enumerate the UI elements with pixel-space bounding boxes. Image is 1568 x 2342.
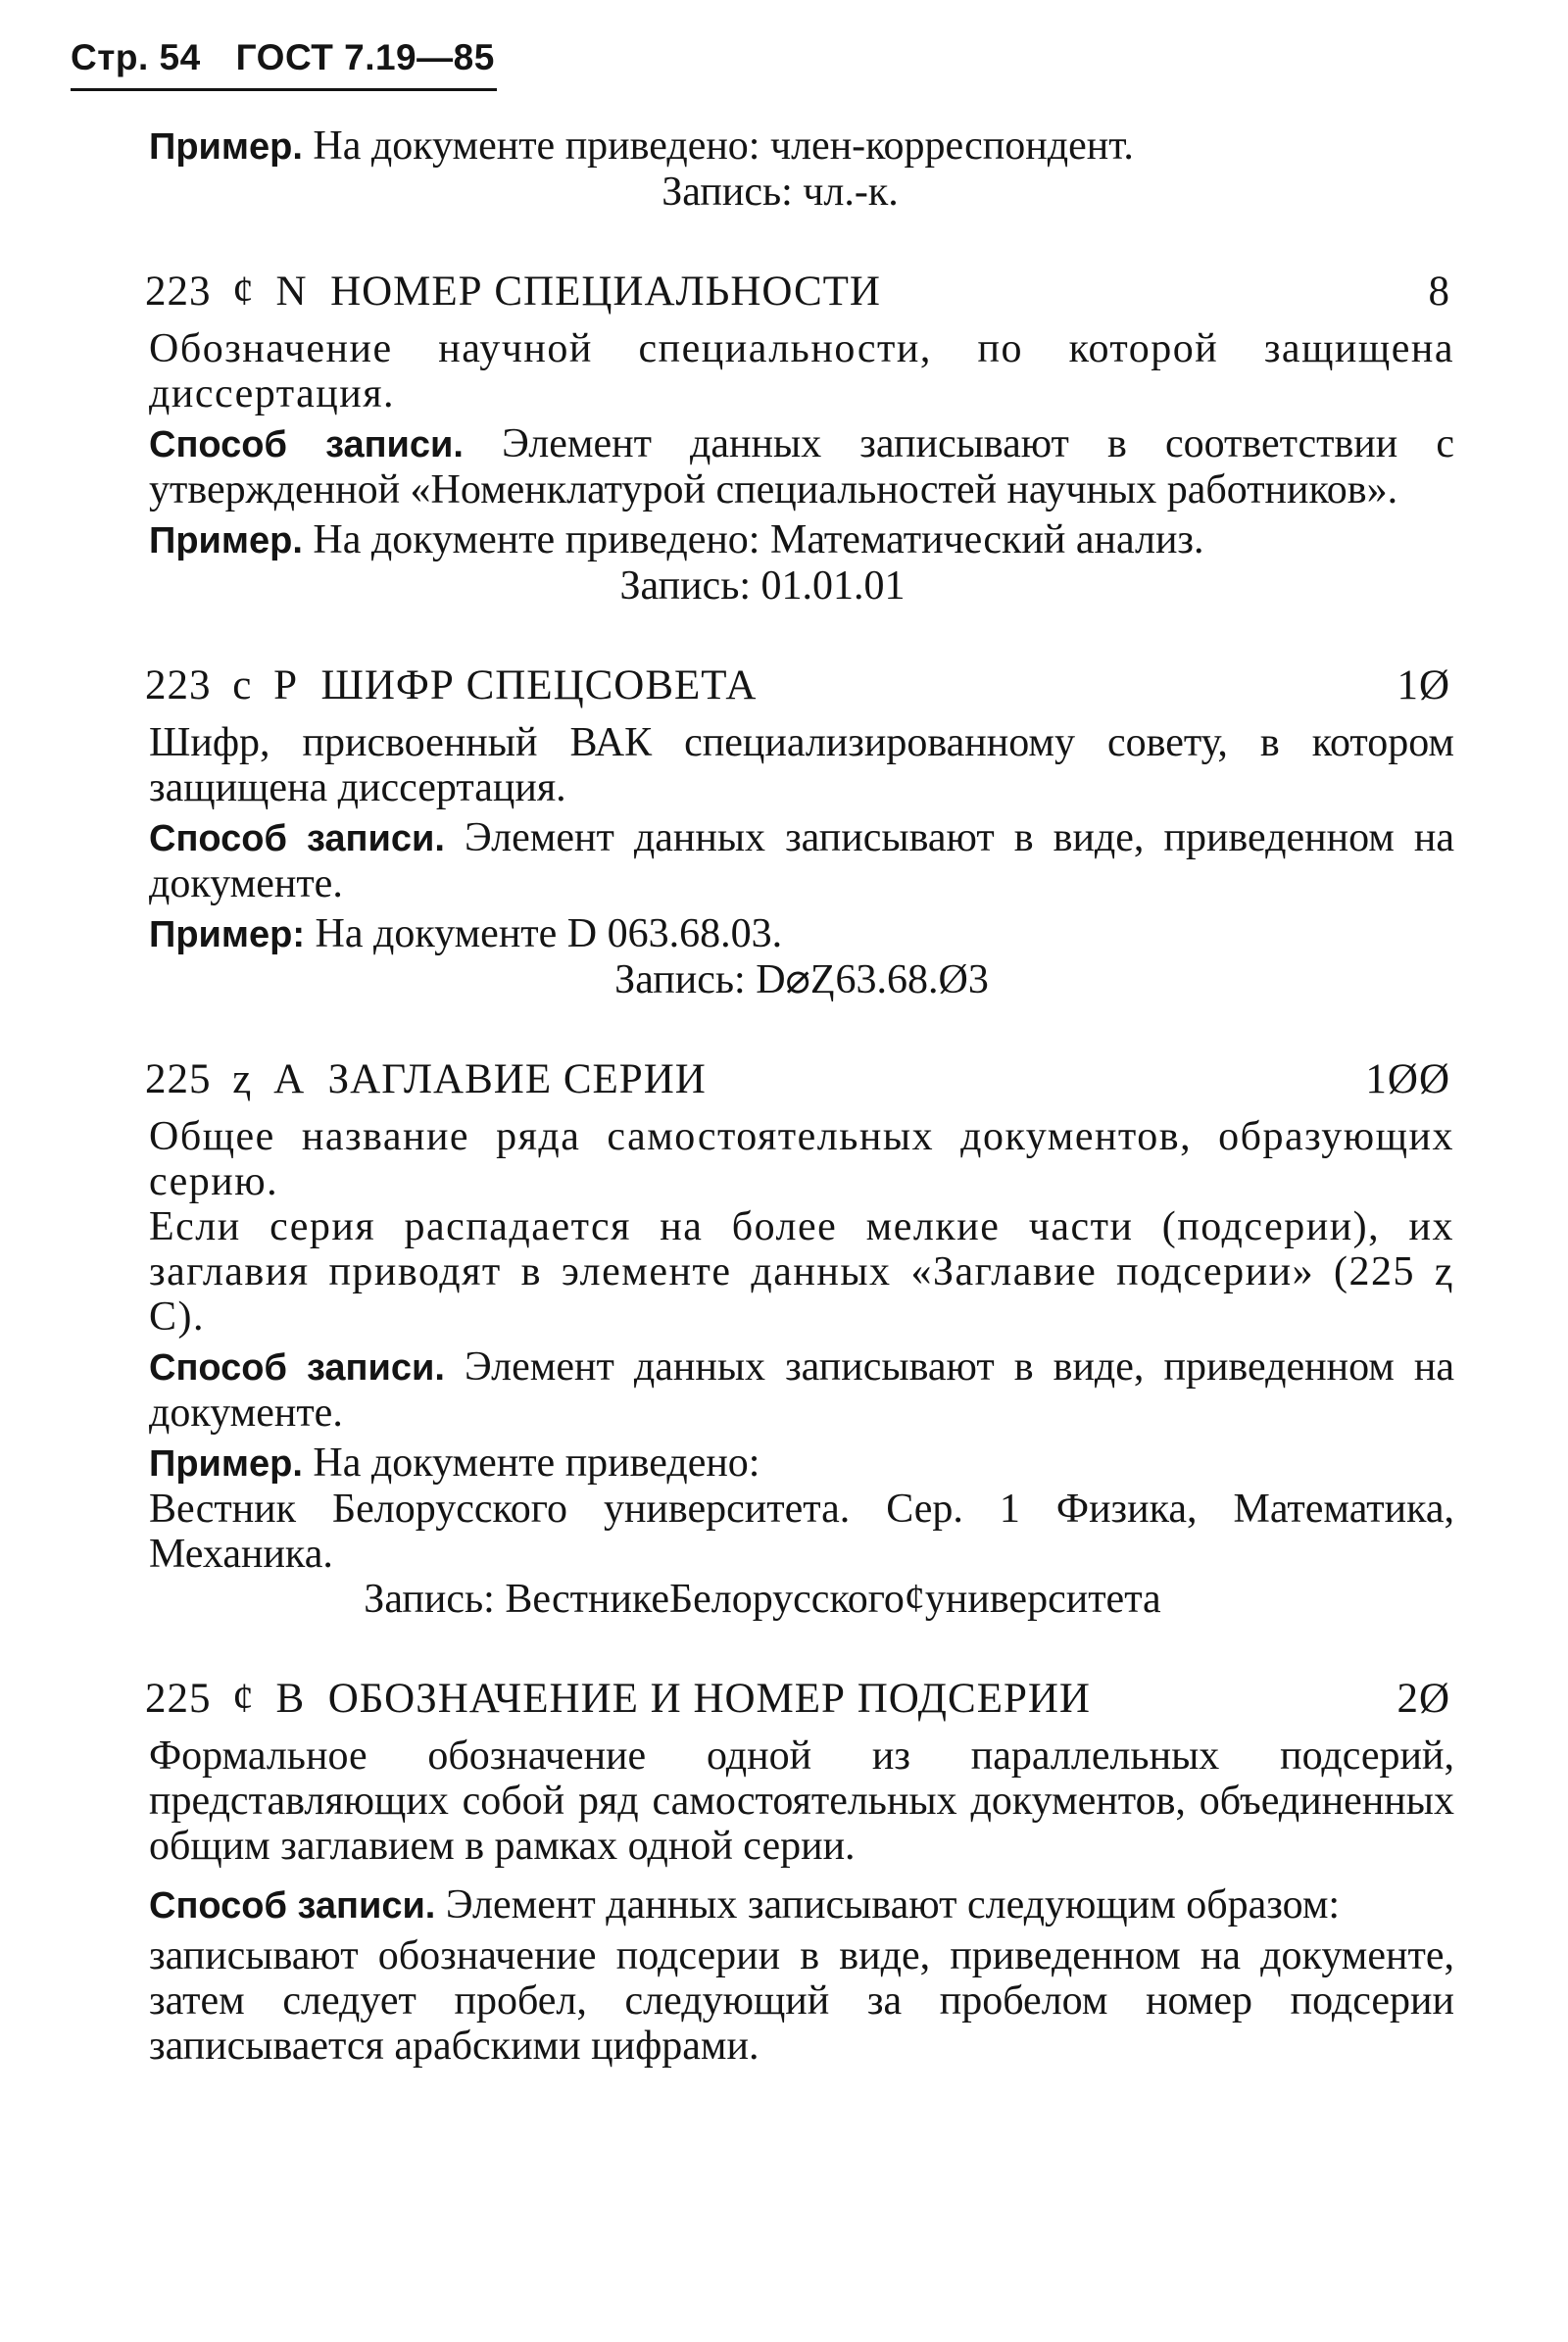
intro-example [71,123,1454,170]
example-label: Пример. [149,1443,303,1485]
section-definition: Общее название ряда самостоятельных документов, образующих серию. [149,1114,1454,1204]
page-content [71,123,1454,2069]
field-length: 2Ø [1396,1676,1450,1722]
field-length: 8 [1428,268,1450,315]
section-code: 223 ȼ N [145,268,308,315]
section-heading-223-p [71,661,1454,710]
header-text [71,37,502,78]
example-label: Пример. [149,126,303,168]
section-title: ЗАГЛАВИЕ СЕРИИ [327,1056,707,1102]
section-code: 225 ⱬ А [145,1056,306,1102]
section-method [71,421,1454,512]
section-heading-223-n [71,268,1454,317]
section-definition: Шифр, присвоенный ВАК специализированному совету, в котором защищена диссертация. [149,720,1454,810]
example-label: Пример: [149,914,305,955]
section-record: Запись: 01.01.01 [619,563,906,609]
section-example-text: Вестник Белорусского университета. Сер. 1 Физика, Математика, Механика. [149,1487,1454,1577]
section-code: 223 с Р [145,662,298,708]
page-header [71,37,502,94]
section-title: ОБОЗНАЧЕНИЕ И НОМЕР ПОДСЕРИИ [327,1676,1091,1722]
section-definition: Формальное обозначение одной из параллельных подсерий, представляющих собой ряд самостоятельных документов, объединенных общим заглавием в рамках одной серии. [149,1733,1454,1869]
section-example [71,1440,1454,1487]
section-paragraph: записывают обозначение подсерии в виде, приведенном на документе, затем следует пробел, следующий за пробелом номер подсерии записывается арабскими цифрами. [149,1933,1454,2069]
intro-record: Запись: чл.-к. [662,170,899,215]
section-example [71,517,1454,563]
example-text: На документе приведено: Математический анализ. [313,517,1204,562]
example-text: На документе приведено: [313,1440,760,1486]
header-rule [71,88,497,91]
method-text: Элемент данных записывают в виде, приведенном на документе. [149,1344,1455,1436]
section-title: ШИФР СПЕЦСОВЕТА [320,662,758,708]
section-record: Запись: ВестникеБелорусскогоȼуниверситета [364,1577,1161,1622]
method-text: Элемент данных записывают в виде, приведенном на документе. [149,815,1455,906]
field-length: 1ØØ [1365,1056,1450,1102]
section-method [71,1344,1454,1436]
method-label: Способ записи. [149,1885,436,1927]
example-label: Пример. [149,520,303,561]
example-text: На документе приведено: член-корреспондент. [313,123,1134,169]
section-heading-225-b [71,1675,1454,1724]
section-definition: Обозначение научной специальности, по которой защищена диссертация. [149,326,1454,416]
section-method [71,815,1454,906]
method-label: Способ записи. [149,424,464,465]
field-length: 1Ø [1396,662,1450,708]
section-record: Запись: D⌀Ⱬ63.68.Ø3 [614,957,989,1002]
section-example [71,911,1454,957]
section-title: НОМЕР СПЕЦИАЛЬНОСТИ [330,268,881,315]
page-number: Стр. 54 [71,37,201,77]
method-label: Способ записи. [149,818,445,859]
section-method [71,1882,1454,1928]
method-label: Способ записи. [149,1347,445,1389]
method-text: Элемент данных записывают в соответствии с утвержденной «Номенклатурой специальностей научных работников». [149,421,1455,512]
example-text: На документе D 063.68.03. [315,911,783,956]
section-paragraph: Если серия распадается на более мелкие части (подсерии), их заглавия приводят в элементе данных «Заглавие подсерии» (225 ⱬ С). [149,1204,1454,1340]
method-text: Элемент данных записывают следующим образом: [445,1882,1341,1927]
section-heading-225-a [71,1055,1454,1104]
section-code: 225 ȼ В [145,1676,306,1722]
standard-number: ГОСТ 7.19—85 [235,37,495,77]
